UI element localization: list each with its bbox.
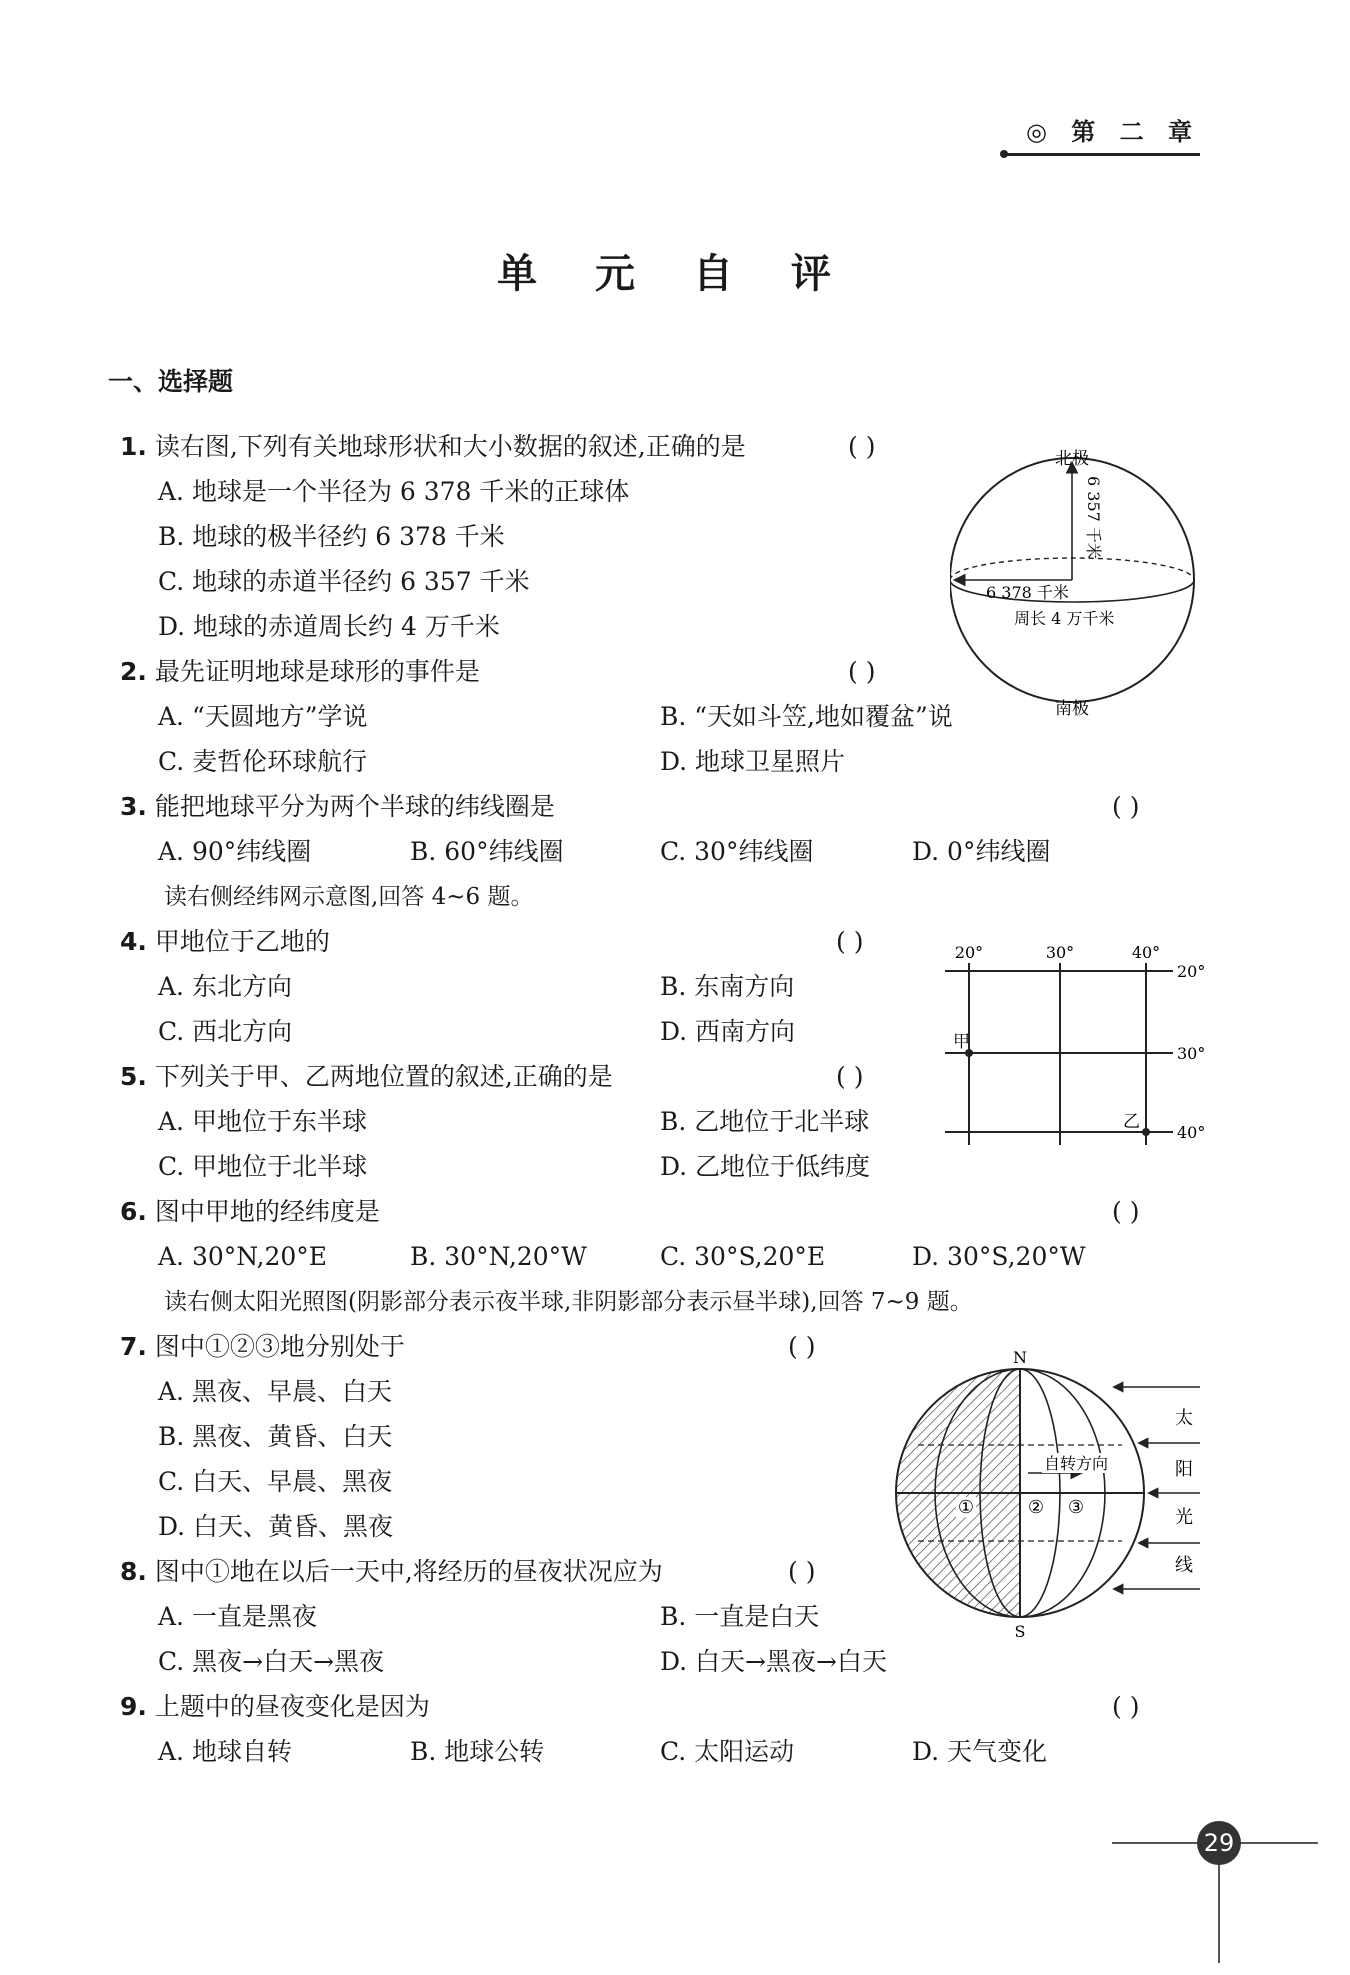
- north-pole-label: 北极: [1055, 449, 1089, 469]
- option: A. 一直是黑夜: [158, 1602, 317, 1631]
- question-7: [120, 1332, 405, 1362]
- option: D. 0°纬线圈: [912, 837, 1051, 866]
- top-label: 40°: [1131, 943, 1161, 962]
- top-label: 30°: [1045, 943, 1075, 962]
- question-1: [120, 432, 746, 462]
- question-number: 5.: [120, 1062, 147, 1091]
- point-1-label: ①: [957, 1497, 975, 1518]
- option: C. 白天、早晨、黑夜: [158, 1467, 393, 1496]
- sunlight-char: 线: [1175, 1555, 1193, 1576]
- option: B. 60°纬线圈: [410, 837, 564, 866]
- header-rule: [1004, 153, 1200, 156]
- option: B. “天如斗笠,地如覆盆”说: [660, 702, 953, 731]
- question-number: 3.: [120, 792, 147, 821]
- south-label: S: [1014, 1622, 1026, 1641]
- earth-size-figure: [950, 440, 1200, 730]
- question-text: 图中①②③地分别处于: [154, 1332, 405, 1361]
- option: D. 白天、黄昏、黑夜: [158, 1512, 394, 1541]
- answer-blank[interactable]: ( ): [1112, 1197, 1140, 1226]
- option: C. 地球的赤道半径约 6 357 千米: [158, 567, 530, 596]
- question-text: 图中①地在以后一天中,将经历的昼夜状况应为: [154, 1557, 663, 1586]
- option: B. 东南方向: [660, 972, 795, 1001]
- right-label: 40°: [1177, 1123, 1205, 1142]
- option: C. 西北方向: [158, 1017, 293, 1046]
- sunlight-globe-figure: [890, 1345, 1210, 1645]
- option: C. 30°纬线圈: [660, 837, 814, 866]
- option: A. 东北方向: [158, 972, 292, 1001]
- answer-blank[interactable]: ( ): [848, 657, 876, 686]
- polar-radius-label: 6 357 千米: [1084, 476, 1103, 559]
- question-number: 6.: [120, 1197, 147, 1226]
- answer-blank[interactable]: ( ): [848, 432, 876, 461]
- question-3: [120, 792, 555, 822]
- option: B. 地球公转: [410, 1737, 545, 1766]
- option: A. “天圆地方”学说: [158, 702, 368, 731]
- question-number: 8.: [120, 1557, 147, 1586]
- lat-long-grid-figure: [935, 935, 1205, 1150]
- option: A. 地球自转: [158, 1737, 292, 1766]
- page-number: 29: [1197, 1821, 1241, 1865]
- point-2-label: ②: [1027, 1497, 1045, 1518]
- option: C. 30°S,20°E: [660, 1242, 826, 1271]
- equator-radius-label: 6 378 千米: [986, 583, 1069, 602]
- option: B. 30°N,20°W: [410, 1242, 587, 1271]
- answer-blank[interactable]: ( ): [788, 1332, 816, 1361]
- chapter-label: ◎ 第 二 章: [1025, 118, 1200, 146]
- reading-note: 读右侧太阳光照图(阴影部分表示夜半球,非阴影部分表示昼半球),回答 7~9 题。: [164, 1289, 973, 1315]
- point-yi: [1142, 1128, 1150, 1136]
- option: D. 30°S,20°W: [912, 1242, 1086, 1271]
- option: D. 乙地位于低纬度: [660, 1152, 871, 1181]
- question-number: 2.: [120, 657, 147, 686]
- answer-blank[interactable]: ( ): [1112, 1692, 1140, 1721]
- option: D. 西南方向: [660, 1017, 796, 1046]
- question-text: 读右图,下列有关地球形状和大小数据的叙述,正确的是: [154, 432, 746, 461]
- point-3-label: ③: [1067, 1497, 1085, 1518]
- option: C. 太阳运动: [660, 1737, 795, 1766]
- answer-blank[interactable]: ( ): [788, 1557, 816, 1586]
- question-text: 甲地位于乙地的: [154, 927, 330, 956]
- question-text: 图中甲地的经纬度是: [154, 1197, 380, 1226]
- option: D. 白天→黑夜→白天: [660, 1647, 887, 1676]
- option: B. 一直是白天: [660, 1602, 820, 1631]
- option: D. 地球的赤道周长约 4 万千米: [158, 612, 500, 641]
- question-number: 9.: [120, 1692, 147, 1721]
- option: A. 甲地位于东半球: [158, 1107, 367, 1136]
- right-label: 20°: [1177, 962, 1205, 981]
- reading-note: 读右侧经纬网示意图,回答 4~6 题。: [164, 884, 534, 910]
- option: B. 黑夜、黄昏、白天: [158, 1422, 393, 1451]
- question-4: [120, 927, 330, 957]
- page-title: 单 元 自 评: [497, 251, 853, 297]
- yi-label: 乙: [1123, 1112, 1140, 1132]
- north-label: N: [1013, 1348, 1027, 1367]
- question-text: 能把地球平分为两个半球的纬线圈是: [154, 792, 555, 821]
- question-number: 4.: [120, 927, 147, 956]
- top-label: 20°: [954, 943, 984, 962]
- circumference-label: 周长 4 万千米: [1014, 609, 1115, 628]
- sunlight-char: 阳: [1175, 1459, 1193, 1480]
- question-8: [120, 1557, 663, 1587]
- south-pole-label: 南极: [1055, 699, 1089, 719]
- option: D. 天气变化: [912, 1737, 1048, 1766]
- option: A. 90°纬线圈: [158, 837, 312, 866]
- answer-blank[interactable]: ( ): [1112, 792, 1140, 821]
- sunlight-char: 光: [1175, 1507, 1193, 1528]
- question-text: 下列关于甲、乙两地位置的叙述,正确的是: [154, 1062, 613, 1091]
- jia-label: 甲: [953, 1032, 970, 1052]
- question-5: [120, 1062, 613, 1092]
- option: C. 黑夜→白天→黑夜: [158, 1647, 385, 1676]
- option: A. 地球是一个半径为 6 378 千米的正球体: [158, 477, 630, 506]
- question-2: [120, 657, 480, 687]
- answer-blank[interactable]: ( ): [836, 927, 864, 956]
- sunlight-char: 太: [1175, 1408, 1193, 1429]
- question-number: 1.: [120, 432, 147, 461]
- option: C. 甲地位于北半球: [158, 1152, 368, 1181]
- question-6: [120, 1197, 380, 1227]
- option: B. 地球的极半径约 6 378 千米: [158, 522, 505, 551]
- rotation-label: 自转方向: [1044, 1454, 1109, 1473]
- option: A. 30°N,20°E: [158, 1242, 328, 1271]
- option: A. 黑夜、早晨、白天: [158, 1377, 392, 1406]
- question-text: 最先证明地球是球形的事件是: [154, 657, 480, 686]
- question-9: [120, 1692, 430, 1722]
- option: D. 地球卫星照片: [660, 747, 846, 776]
- question-text: 上题中的昼夜变化是因为: [154, 1692, 430, 1721]
- right-label: 30°: [1177, 1044, 1205, 1063]
- option: C. 麦哲伦环球航行: [158, 747, 368, 776]
- answer-blank[interactable]: ( ): [836, 1062, 864, 1091]
- option: B. 乙地位于北半球: [660, 1107, 870, 1136]
- section-heading: 一、选择题: [108, 367, 234, 396]
- question-number: 7.: [120, 1332, 147, 1361]
